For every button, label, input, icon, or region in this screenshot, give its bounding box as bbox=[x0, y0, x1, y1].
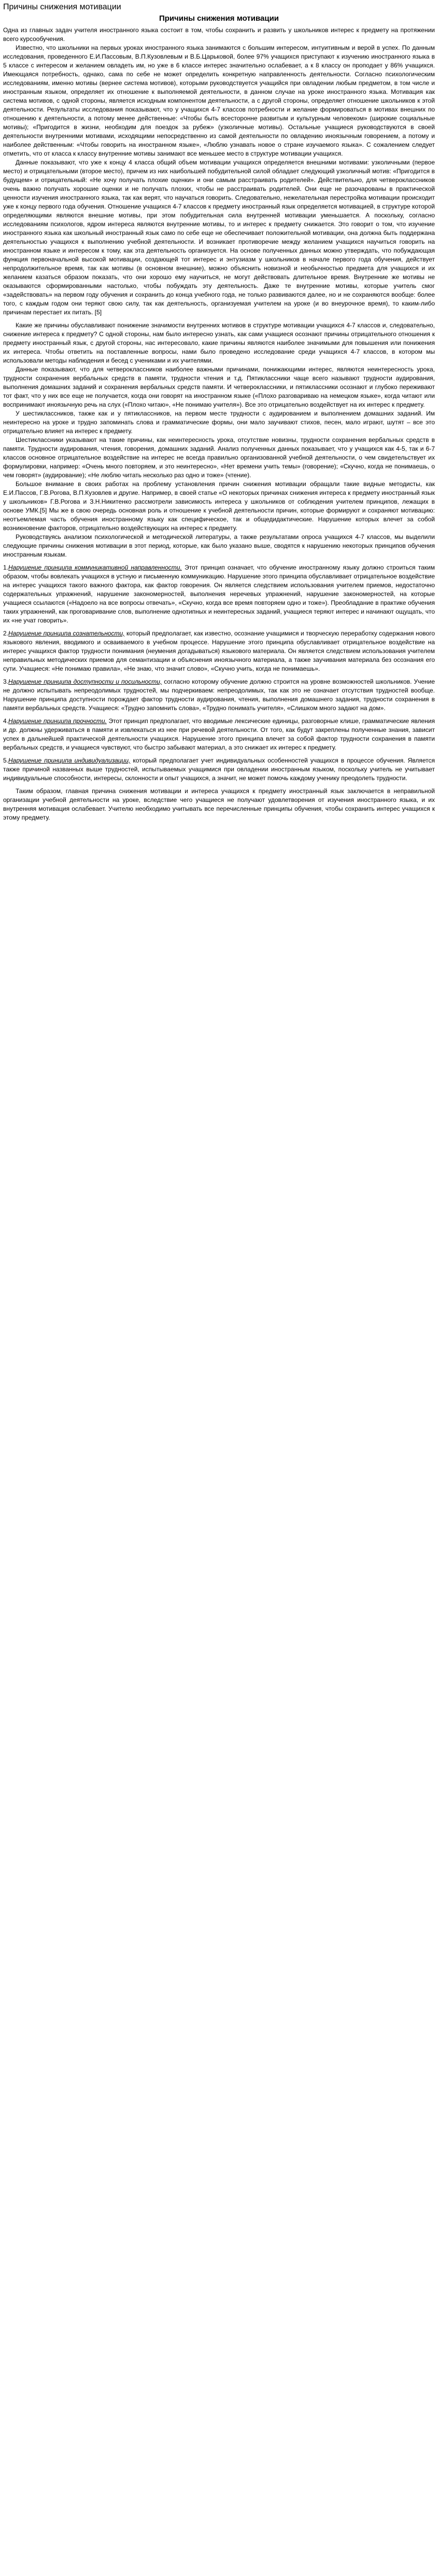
cause-body: который предполагает, как известно, осознание учащимися и творческую переработку содержания нового языкового явления, вводимого и осваиваемого в учебном процессе. Нарушение этого принципа обуславливает отрицательное воздействие на интерес учащихся фактор трудности понимания (неумения догадываться) языкового материала. Он является следствием использования учителем неправильных методических приемов для семантизации и объяснения иноязычного материала, а также заучивания материала без осознания его сути. Учащиеся: «Не понимаю правила», «Не знаю, что значит слово», «Скучно учить, когда не понимаешь». bbox=[3, 630, 435, 672]
cause-body: Этот принцип предполагает, что вводимые лексические единицы, разговорные клише, грамматические явления и др. должны удерживаться в памяти и извлекаться из нее при речевой деятельности. От того, как будут закреплены полученные знания, зависит успех в дальнейшей практической деятельности учащихся. Нарушение этого принципа влечет за собой фактор трудности сохранения в памяти вербальных средств, и учащиеся чувствуют, что быстро забывают материал, а это снижает их интерес к предмету. bbox=[3, 717, 435, 751]
cause-5 bbox=[3, 756, 435, 783]
cause-heading: Нарушение принципа сознательности, bbox=[8, 630, 125, 637]
cause-1 bbox=[3, 563, 435, 625]
cause-heading: Нарушение принципа коммуникативной направленности. bbox=[8, 564, 182, 571]
paragraph-data-4-class: Данные показывают, что уже к концу 4 класса общий объем мотивации учащихся определяется внешними мотивами: узколичными (первое место) и отрицательными (второе место), причем из них наибольшей побудительной силой обладает следующий узколичный мотив: «Пригодится в будущем» и отрицательный: «Не хочу получать плохие оценки» и они самым расстраивать родителей». Действительно, для четвероклассников очень важно получать хорошие оценки и не получать плохих, чтобы не расстраивать родителей. Они еще не разочарованы в практической ценности изучения иностранного языка, так как верят, что научаться говорить. Следовательно, нежелательная перестройка мотивации происходит уже к концу первого года обучения. Отношение учащихся 4-7 классов к предмету иностранный язык определяется мотивацией, в структуре которой определяющими являются внешние мотивы, при этом побудительная сила внутренней мотивации уменьшается. А поскольку, согласно исследованиям психологов, ядром интереса являются внутренние мотивы, то и интерес к предмету снижается. Это говорит о том, что изучение иностранного языка как школьный иностранный язык само по себе еще не обеспечивает положительной мотивации, она должна быть поддержана деятельностью учащихся к выполнению учебной деятельности. И возникает противоречие между желанием учащихся научиться говорить на иностранном языке и интересом к тому, как эта деятельность организуется. На основе полученных данных можно утверждать, что побуждающая функция первоначальной высокой мотивации, создающей тот интерес и энтузиазм у школьников в начале первого года обучения, действует непродолжительное время, так как мотивы (в основном внешние), можно объяснить новизной и необычностью предмета для учащихся и их желанием казаться образом показать, что они хорошо ему научиться, не могут действовать длительное время. Внутренние же мотивы не оказываются сформированными настолько, чтобы побуждать эту деятельность. Даже те внутренние мотивы, которые учитель смог «задействовать» на первом году обучения и сохранить до конца учебного года, не только развиваются далее, но и не сохраняются вообще: более того, с каждым годом они теряют свою силу, так как деятельность, организуемая учителем на уроке (и во внеурочное время), то каким-либо причинам перестает их питать. [5] bbox=[3, 159, 435, 316]
paragraph-research: Известно, что школьники на первых уроках иностранного языка занимаются с большим интересом, интуитивным и верой в успех. По данным исследования, проведенного Е.И.Пассовым, В.П.Кузовлевым и В.Б.Царьковой, более 97% учащихся приступают к изучению иностранного языка в 5 классе с интересом и желанием овладеть им, но уже в 6 классе интерес значительно ослабевает, а к 8 классу он проподает у 86% учащихся. Имеющаяся потребность, однако, сама по себе не может определить конкретную направленность деятельности. Согласно психологическим исследованиям, именно мотивы (вернее система мотивов), которыми руководствуется учащийся при овладении любым предметом, в том числе и иностранным языком, определяет их отношение к выполняемой деятельности, в данном случае на уроке иностранного языка. Мотивация как система мотивов, с одной стороны, является исходным компонентом деятельности, а с другой стороны, определяет отношение школьников к этой деятельности. Результаты исследования показывают, что у учащихся 4-7 классов потребности и желание формироваться в мотивах внешних по отношению к деятельности, а потому менее действенные: «Чтобы быть всесторонне развитым и культурным человеком» (широкие социальные мотивы); «Пригодится в жизни, необходим для поездок за рубеж» (узколичные мотивы). Остальные учащиеся руководствуются в своей деятельности внутренними мотивами, исходящими непосредственно из самой деятельности по овладению иноязычным говорением, а потому и наиболее действенным: «Чтобы говорить на иностранном языке», «Люблю узнавать новое о стране изучаемого языка». С сожалением следует отметить, что от класса к классу внутренние мотивы занимают все меньшее место в структуре мотивации учащихся. bbox=[3, 44, 435, 157]
cause-number: 1. bbox=[3, 564, 9, 571]
cause-body: согласно которому обучение должно строится на уровне возможностей школьников. Учение не должно испытывать непреодолимых трудностей, мы подчеркиваем: непреодолимых, так как это не означает отсутствия трудностей вообще. Нарушение принципа доступности порождает фактор трудности аудирования, чтения, выполнения домашнего задания, трудности сохранения в памяти вербальных средств. Учащиеся: «Трудно запомнить слова», «Трудно понимать учителя», «Слишком много задают на дом». bbox=[3, 678, 435, 712]
paragraph-data-4-5-class: Данные показывают, что для четвероклассников наиболее важными причинами, понижающими интерес, являются неинтересность урока, трудности сохранения вербальных средств в памяти, трудности чтения и т.д. Пятиклассники чаще всего называют трудности аудирования, выполнения домашних заданий и сохранения вербальных средств памяти. И четвероклассники, и пятиклассники осознают и глубоко переживают тот факт, что у них все еще не получается, когда они говорят на иностранном языке («Плохо разговариваю на немецком языке», когда читают или воспринимают иноязычную речь на слух («Плохо читаю», «Не понимаю учителя»). Все это отрицательно воздействует на их интерес к предмету. bbox=[3, 366, 435, 408]
cause-2 bbox=[3, 629, 435, 673]
cause-heading: Нарушение принципа прочности. bbox=[8, 717, 107, 725]
cause-number: 4. bbox=[3, 717, 9, 725]
cause-heading: Нарушение принципа индивидуализации, bbox=[8, 757, 131, 764]
cause-number: 2. bbox=[3, 630, 9, 637]
paragraph-methodists: Большое внимание в своих работах на проблему установления причин снижения мотивации обращали такие видные методисты, как Е.И.Пассов, Г.В.Рогова, В.П.Кузовлев и другие. Например, в своей статье «О некоторых причинах снижения интереса к предмету иностранный язык у школьников» Г.В.Рогова и З.Н.Никитенко рассмотрели зависимость интереса у школьников от соблюдения учителем принципов, лежащих в основе УМК.[5] Мы же в свою очередь основная роль и отношение к учебной деятельности причин, которые формируют и сохраняют мотивацию: неотъемлемая часть обучения иностранному языку как специфическое, так и общедидактические. Нарушение которых влечет за собой возникновение факторов, отрицательно воздействующих на интерес к предмету. bbox=[3, 480, 435, 532]
cause-3 bbox=[3, 677, 435, 713]
cause-number: 5. bbox=[3, 757, 9, 764]
paragraph-sixth-class: У шестиклассников, также как и у пятиклассников, на первом месте трудности с аудированием и выполнением домашних заданий. Им неинтересно на уроке и трудно запоминать слова и грамматические формы, они мало заучивают стихов, песен, мало играют, шутят – все это отрицательно влияет на интерес к предмету. bbox=[3, 410, 435, 435]
paragraph-conclusion: Таким образом, главная причина снижения мотивации и интереса учащихся к предмету иностранный язык заключается в неправильной организации учебной деятельности на уроке, вследствие чего учащиеся не получают удовлетворения от изучения иностранного языка, и их внутренняя мотивация ослабевает. Учителю необходимо учитывать все перечисленные принципы обучения, чтобы сохранить интерес учащихся к этому предмету. bbox=[3, 787, 435, 821]
document-title: Причины снижения мотивации bbox=[159, 14, 279, 23]
cause-heading: Нарушение принципа доступности и посильности, bbox=[8, 678, 162, 685]
cause-body: Этот принцип означает, что обучение иностранному языку должно строиться таким образом, чтобы вовлекать учащихся в устную и письменную коммуникацию. Нарушение этого принципа обуславливает отрицательное воздействие на интерес учащихся такого важного фактора, как фактор говорения. Он является следствием использования учителем приемов, недостаточно содержательных упражнений, нарушение закономерностей, выполнения неречевых упражнений, нарушение закономерностей, на которые учащиеся ссылаются («Надоело на все вопросы отвечать», «Скучно, когда все время повторяем одно и тоже»). Преобладание в практике обучения таких упражнений, как проговаривание слов, выполнение однотипных и неинтересных заданий, учащиеся теряют интерес и начинают ощущать, что их «не учат говорить». bbox=[3, 564, 435, 624]
paragraph-analysis: Шестиклассники указывают на такие причины, как неинтересность урока, отсутствие новизны, трудности сохранения вербальных средств в памяти. Трудности аудирования, чтения, говорения, домашних заданий. Анализ полученных данных показывает, что у учащихся как 4-5, так и 6-7 классов основное отрицательное воздействие на интерес не всегда правильно организованной учебной деятельности, о чем свидетельствует их формулировки, например: «Очень много повторяем, и это неинтересно», «Нет времени учить темы» (говорение); «Скучно, когда не понимаешь, о чем говорят» (аудирование); «Не люблю читать несколько раз одно и тоже» (чтение). bbox=[3, 436, 435, 479]
paragraph-causes-intro: Руководствуясь анализом психологической и методической литературы, а также результатами опроса учащихся 4-7 классов, мы выделили следующие причины снижения мотивации в этот период, которые, как было указано выше, сводятся к нарушению некоторых принципов обучения иностранным языкам. bbox=[3, 533, 435, 558]
cause-number: 3. bbox=[3, 678, 9, 685]
site-title: Причины снижения мотивации bbox=[3, 3, 121, 11]
document-page bbox=[0, 0, 439, 827]
paragraph-intro: Одна из главных задач учителя иностранного языка состоит в том, чтобы сохранить и развить у школьников интерес к предмету на протяжении всего курсообучения. bbox=[3, 26, 435, 43]
paragraph-questions: Какие же причины обуславливают понижение значимости внутренних мотивов в структуре мотивации учащихся 4-7 классов и, следовательно, снижение интереса к предмету? С одной стороны, нам было интересно узнать, как сами учащиеся осознают причины отрицательного отношения к предмету иностранный язык, с другой стороны, нас интересовало, какие причины являются наиболее значимыми для повышения или понижения их интереса. Чтобы ответить на поставленные вопросы, нами было проведено исследование среди учащихся 4-7 классов, в котором мы использовали методы наблюдения и бесед с учениками и их учителями. bbox=[3, 322, 435, 364]
cause-body: который предполагает учет индивидуальных особенностей учащихся в процессе обучения. Является также причиной названных выше трудностей, испытываемых учащимися при овладении иностранным языком, поскольку учитель не учитывает индивидуальные способности, интересы, склонности и опыт учащихся, а значит, не может помочь каждому ученику преодолеть трудности. bbox=[3, 757, 435, 782]
cause-4 bbox=[3, 717, 435, 752]
